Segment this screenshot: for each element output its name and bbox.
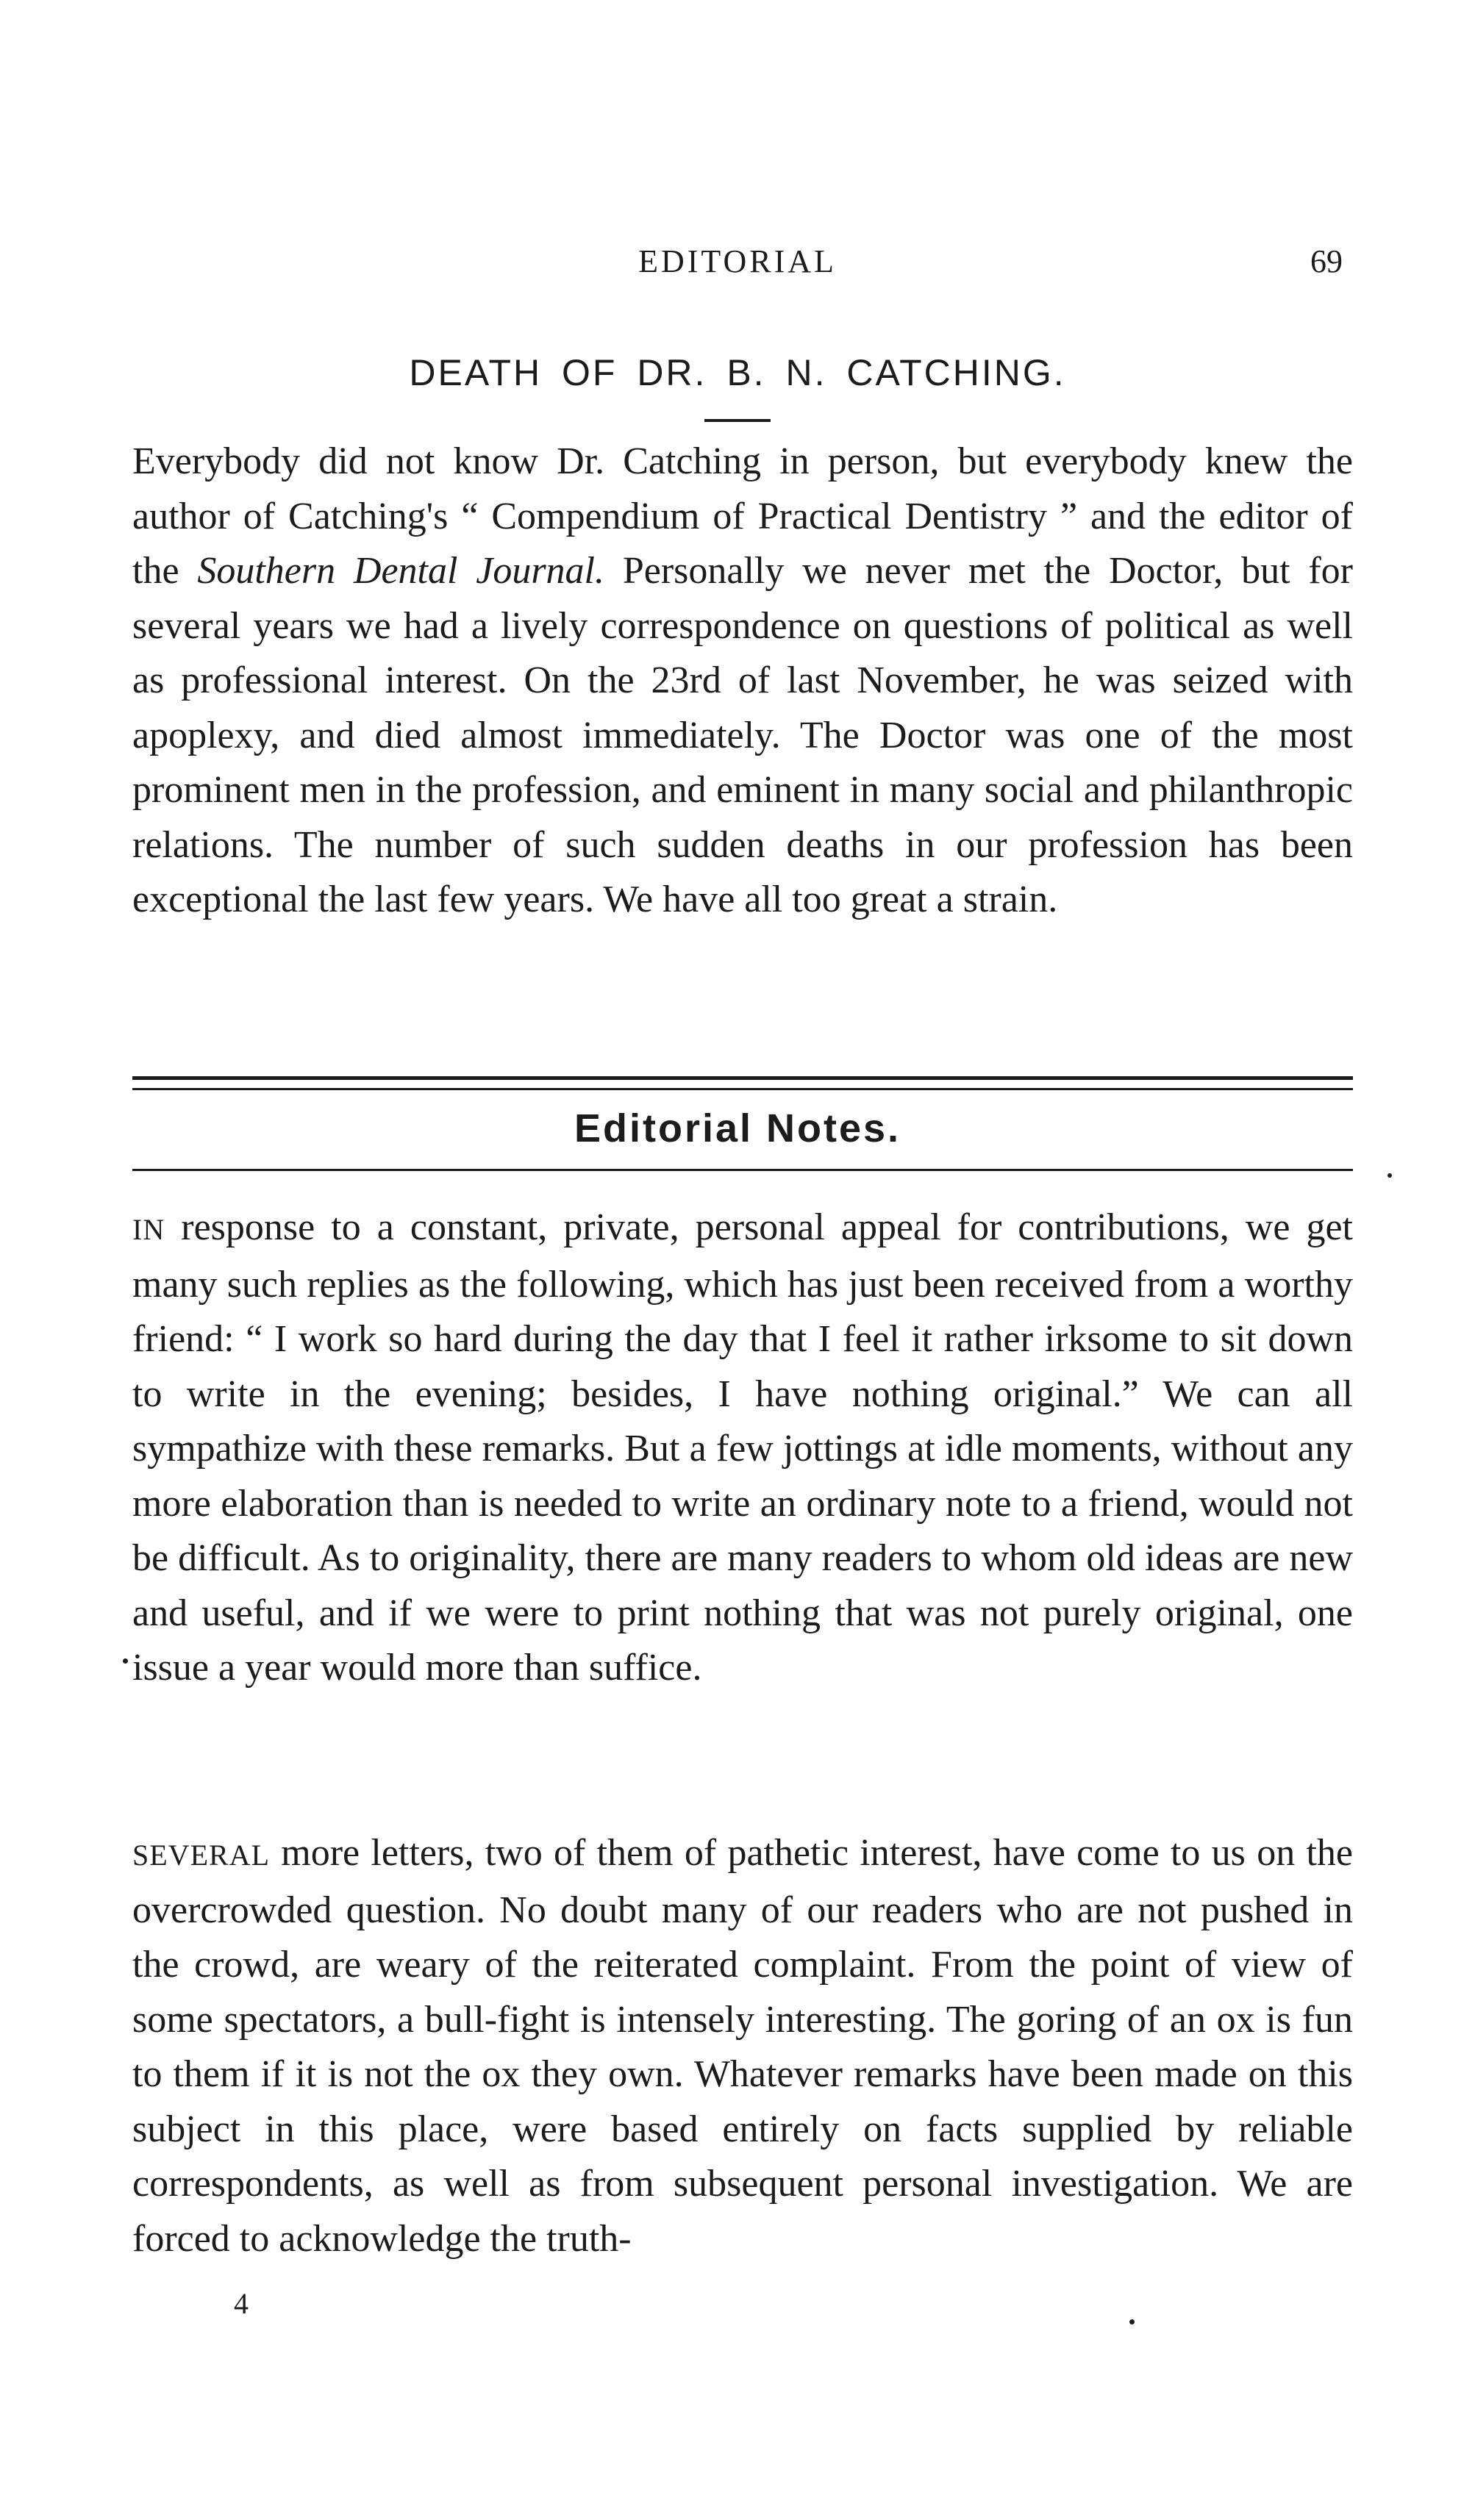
notes-paragraph-2: [132, 1826, 1353, 2266]
running-head: [0, 243, 1475, 287]
journal-title-italic: Southern Dental Journal.: [197, 550, 605, 592]
obituary-paragraph: [132, 434, 1353, 928]
paragraph-lead-word: SEVERAL: [132, 1839, 270, 1872]
title-rule: [704, 419, 771, 422]
section-title: Editorial Notes.: [574, 1106, 901, 1150]
obituary-text-a: Everybody did not know Dr. Catching in person, but everybody knew the author of Catching's “ Compendium of Practical Dentistry ” and the editor of the: [132, 440, 1353, 592]
ink-speck: [1129, 2319, 1135, 2324]
notes-paragraph-2-text: more letters, two of them of pathetic interest, have come to us on the overcrowded question. No doubt many of our readers who are not pushed in the crowd, are weary of the reiterated complaint. From the point of view of some spectators, a bull-fight is intensely interesting. The goring of an ox is fun to them if it is not the ox they own. Whatever remarks have been made on this subject in this place, were based entirely on facts supplied by reliable correspondents, as well as from subsequent personal investigation. We are forced to acknowledge the truth-: [132, 1832, 1353, 2260]
running-head-title: EDITORIAL: [638, 243, 837, 279]
section-title-rule: [132, 1169, 1353, 1171]
ink-speck: [1388, 1173, 1392, 1178]
signature-mark: 4: [234, 2287, 249, 2320]
article-title: DEATH OF DR. B. N. CATCHING.: [409, 352, 1066, 393]
section-divider-bottom: [132, 1088, 1353, 1090]
obituary-text-b: Personally we never met the Doctor, but for several years we had a lively correspondence on questions of political as well as professional interest. On the 23rd of last November, he was seized with apoplexy, and died almost immediately. The Doctor was one of the most prominent men in the profession, and eminent in many social and philanthropic relations. The number of such sudden deaths in our profession has been exceptional the last few years. We have all too great a strain.: [132, 550, 1353, 920]
section-divider-top: [132, 1076, 1353, 1080]
notes-paragraph-1-text: response to a constant, private, personal appeal for contributions, we get many such replies as the following, which has just been received from a worthy friend: “ I work so hard during the day that I feel it rather irksome to sit down to write in the evening; besides, I have nothing original.” We can all sympathize with these remarks. But a few jottings at idle moments, without any more elaboration than is needed to write an ordinary note to a friend, would not be difficult. As to originality, there are many readers to whom old ideas are new and useful, and if we were to print nothing that was not purely original, one issue a year would more than suffice.: [132, 1206, 1353, 1689]
notes-paragraph-1: [132, 1200, 1353, 1696]
page-number: 69: [1310, 243, 1343, 279]
ink-speck: [123, 1658, 128, 1664]
paragraph-lead-word: IN: [132, 1213, 165, 1246]
